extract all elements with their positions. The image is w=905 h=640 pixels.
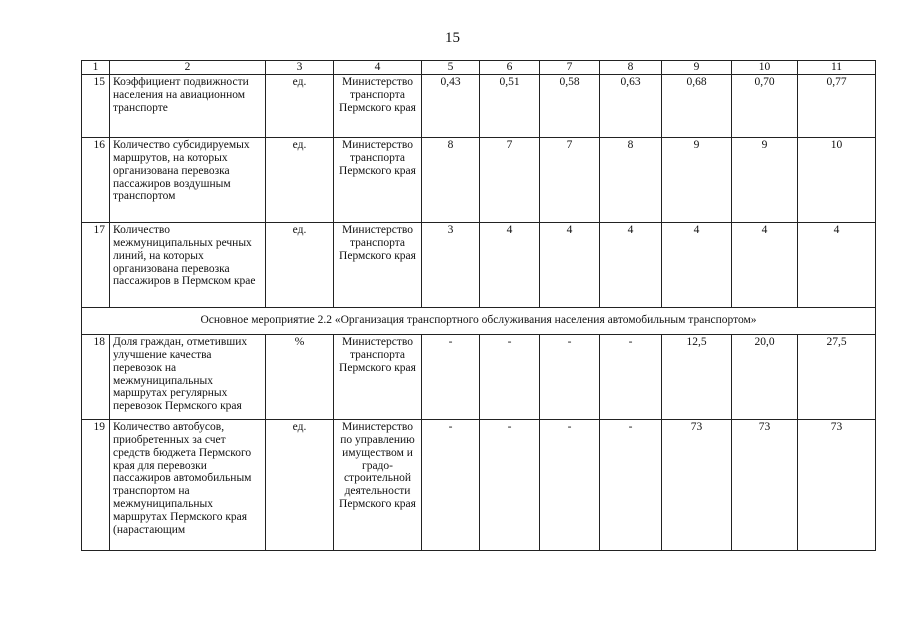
- value-cell: -: [600, 334, 662, 419]
- value-cell: 20,0: [732, 334, 798, 419]
- responsible-cell: Министерство транспорта Пермского края: [334, 334, 422, 419]
- value-cell: 0,58: [540, 74, 600, 137]
- indicators-table: [81, 60, 876, 551]
- value-cell: 73: [662, 419, 732, 550]
- indicator-name: Доля граждан, отметивших улучшение качества перевозок на межмуниципальных маршрутах регулярных перевозок Пермского края: [110, 334, 266, 419]
- indicator-name: Количество субсидируемых маршрутов, на которых организована перевозка пассажиров воздушным транспортом: [110, 137, 266, 222]
- value-cell: 0,70: [732, 74, 798, 137]
- table-row: [82, 222, 876, 307]
- table-row: [82, 334, 876, 419]
- responsible-cell: Министерство транспорта Пермского края: [334, 222, 422, 307]
- value-cell: 27,5: [798, 334, 876, 419]
- row-number: 19: [82, 419, 110, 550]
- value-cell: -: [422, 334, 480, 419]
- value-cell: -: [540, 334, 600, 419]
- unit-cell: ед.: [266, 137, 334, 222]
- value-cell: 7: [540, 137, 600, 222]
- value-cell: 7: [480, 137, 540, 222]
- header-cell: 8: [600, 61, 662, 75]
- value-cell: 0,68: [662, 74, 732, 137]
- unit-cell: ед.: [266, 74, 334, 137]
- header-cell: 6: [480, 61, 540, 75]
- table-row: [82, 137, 876, 222]
- value-cell: -: [422, 419, 480, 550]
- value-cell: 4: [662, 222, 732, 307]
- value-cell: 3: [422, 222, 480, 307]
- header-cell: 9: [662, 61, 732, 75]
- value-cell: 8: [422, 137, 480, 222]
- responsible-cell: Министерство по управлению имуществом и градо-строительной деятельности Пермского края: [334, 419, 422, 550]
- unit-cell: %: [266, 334, 334, 419]
- value-cell: -: [480, 334, 540, 419]
- header-row: [82, 61, 876, 75]
- section-row: [82, 307, 876, 334]
- unit-cell: ед.: [266, 222, 334, 307]
- indicator-name: Коэффициент подвижности населения на авиационном транспорте: [110, 74, 266, 137]
- value-cell: 0,51: [480, 74, 540, 137]
- value-cell: 8: [600, 137, 662, 222]
- section-title: Основное мероприятие 2.2 «Организация транспортного обслуживания населения автомобильным транспортом»: [82, 307, 876, 334]
- header-cell: 2: [110, 61, 266, 75]
- value-cell: 4: [480, 222, 540, 307]
- header-cell: 11: [798, 61, 876, 75]
- header-cell: 10: [732, 61, 798, 75]
- indicator-name: Количество межмуниципальных речных линий, на которых организована перевозка пассажиров в Пермском крае: [110, 222, 266, 307]
- header-cell: 1: [82, 61, 110, 75]
- value-cell: 0,43: [422, 74, 480, 137]
- row-number: 16: [82, 137, 110, 222]
- value-cell: 0,77: [798, 74, 876, 137]
- row-number: 18: [82, 334, 110, 419]
- table-row: [82, 74, 876, 137]
- header-cell: 4: [334, 61, 422, 75]
- value-cell: 9: [662, 137, 732, 222]
- value-cell: 0,63: [600, 74, 662, 137]
- value-cell: -: [540, 419, 600, 550]
- value-cell: 9: [732, 137, 798, 222]
- unit-cell: ед.: [266, 419, 334, 550]
- value-cell: -: [480, 419, 540, 550]
- value-cell: 12,5: [662, 334, 732, 419]
- value-cell: 4: [732, 222, 798, 307]
- row-number: 17: [82, 222, 110, 307]
- header-cell: 3: [266, 61, 334, 75]
- value-cell: 73: [732, 419, 798, 550]
- table-row: [82, 419, 876, 550]
- value-cell: 73: [798, 419, 876, 550]
- header-cell: 7: [540, 61, 600, 75]
- value-cell: 10: [798, 137, 876, 222]
- responsible-cell: Министерство транспорта Пермского края: [334, 137, 422, 222]
- indicator-name: Количество автобусов, приобретенных за счет средств бюджета Пермского края для перевозки пассажиров автомобильным транспортом на межмуниципальных маршрутах Пермского края (нарастающим: [110, 419, 266, 550]
- value-cell: 4: [798, 222, 876, 307]
- value-cell: 4: [540, 222, 600, 307]
- value-cell: -: [600, 419, 662, 550]
- page-number: 15: [445, 30, 460, 46]
- value-cell: 4: [600, 222, 662, 307]
- header-cell: 5: [422, 61, 480, 75]
- row-number: 15: [82, 74, 110, 137]
- responsible-cell: Министерство транспорта Пермского края: [334, 74, 422, 137]
